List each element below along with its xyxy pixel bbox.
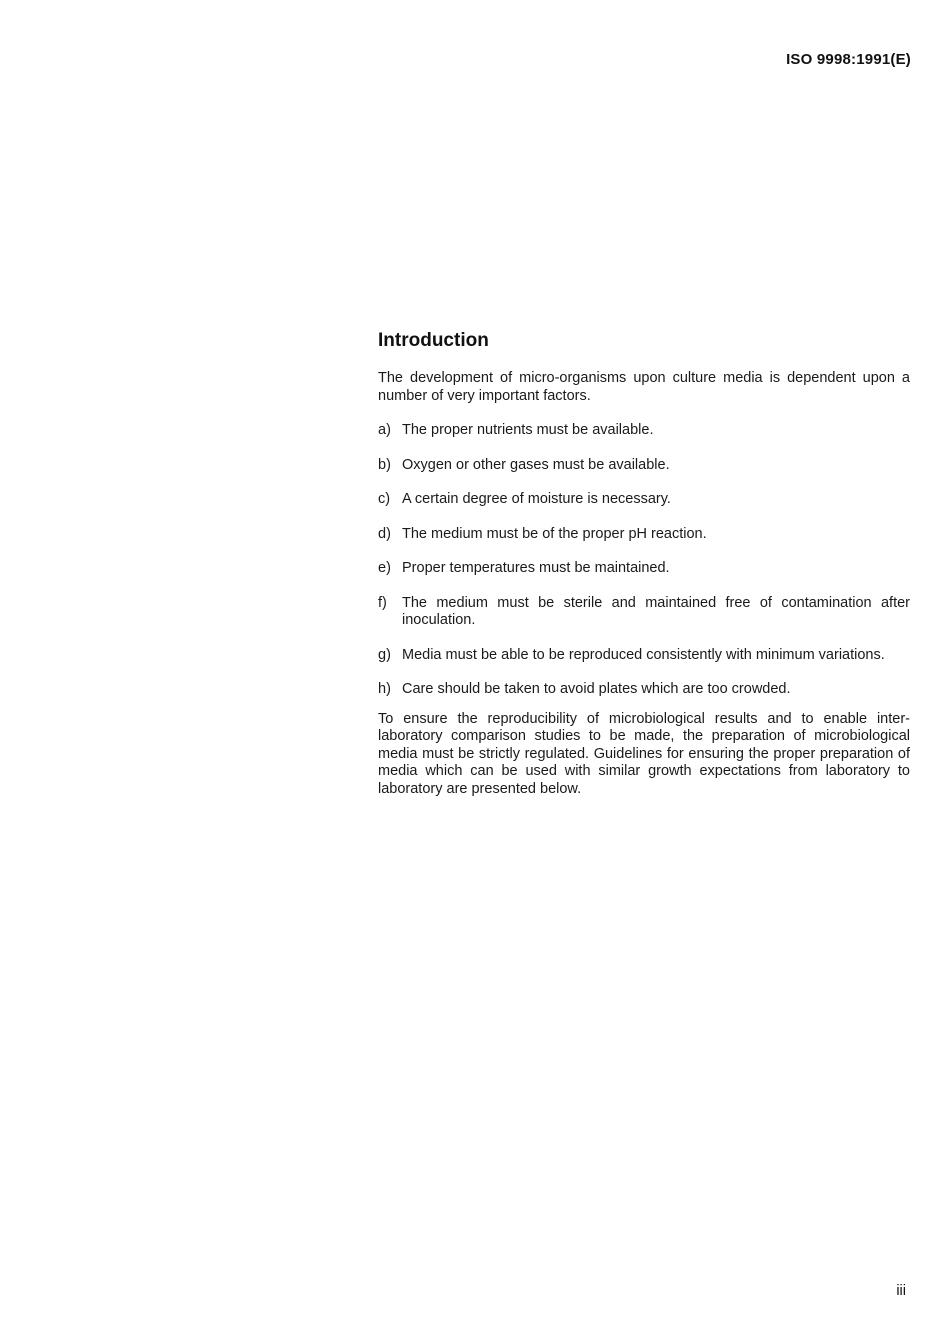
list-marker: h): [378, 681, 391, 697]
closing-paragraph: To ensure the reproducibility of microbiological results and to enable inter-laboratory comparison studies to be made, the preparation of microbiological media must be strictly regulated. Guidelines for ensuring the proper preparation of media which can be used with similar growth expectations from laboratory to laboratory are presented below.: [378, 710, 910, 797]
list-item: [378, 491, 910, 509]
list-item-text: The medium must be of the proper pH reaction.: [402, 525, 707, 542]
list-item-text: Proper temperatures must be maintained.: [402, 560, 670, 576]
list-marker: d): [378, 525, 391, 542]
list-item-text: Care should be taken to avoid plates which are too crowded.: [402, 681, 791, 697]
list-item-text: Oxygen or other gases must be available.: [402, 456, 670, 473]
factor-list: [378, 422, 910, 699]
list-item: [378, 422, 910, 440]
list-item: [378, 457, 910, 475]
list-item-text: A certain degree of moisture is necessary.: [402, 491, 671, 507]
list-marker: b): [378, 456, 391, 473]
list-item: [378, 526, 910, 544]
list-marker: a): [378, 422, 391, 438]
page-number: iii: [896, 1283, 906, 1299]
list-item-text: The proper nutrients must be available.: [402, 422, 654, 438]
list-item: [378, 595, 910, 630]
document-code: ISO 9998:1991(E): [786, 51, 911, 68]
introduction-section: [378, 330, 910, 815]
list-item: [378, 681, 910, 699]
list-item-text: The medium must be sterile and maintained free of contamination after inoculation.: [402, 594, 910, 628]
list-marker: g): [378, 646, 391, 663]
list-item-text: Media must be able to be reproduced consistently with minimum variations.: [402, 646, 885, 663]
list-marker: c): [378, 491, 391, 507]
list-item: [378, 560, 910, 578]
list-item: [378, 647, 910, 665]
section-title: Introduction: [378, 330, 489, 351]
list-marker: e): [378, 560, 391, 576]
list-marker: f): [378, 594, 387, 611]
intro-paragraph: The development of micro-organisms upon culture media is dependent upon a number of very important factors.: [378, 370, 910, 404]
